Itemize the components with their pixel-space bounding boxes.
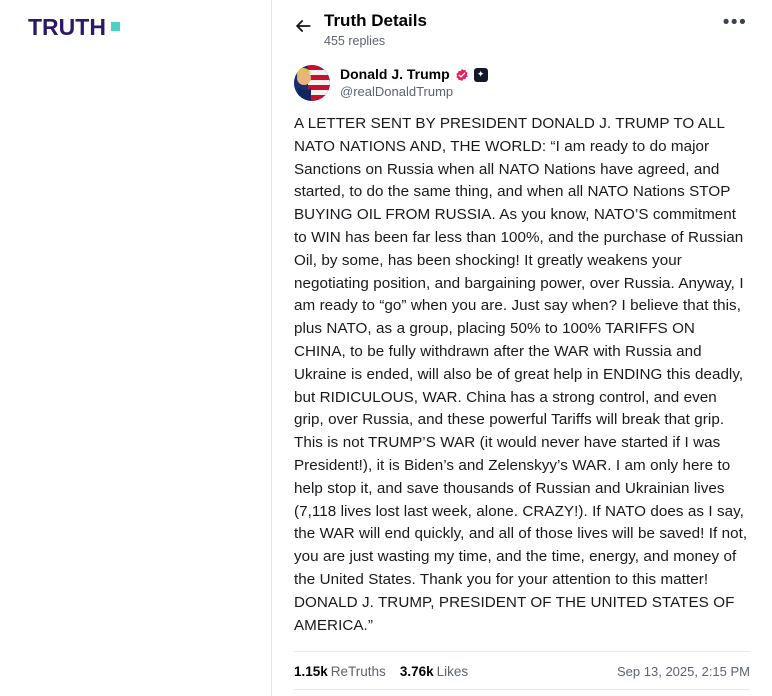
author-meta — [340, 65, 488, 100]
avatar-image — [294, 65, 330, 101]
retruths-count: 1.15k — [294, 664, 328, 680]
author-name-line — [340, 66, 488, 83]
author-name[interactable]: Donald J. Trump — [340, 66, 450, 82]
more-horizontal-icon: ••• — [722, 12, 748, 33]
more-options-button[interactable] — [722, 12, 748, 34]
sidebar — [0, 0, 272, 696]
truth-social-logo[interactable] — [28, 14, 271, 41]
brand-wordmark: TRUTH — [28, 14, 106, 40]
verified-badge-icon — [455, 68, 469, 82]
retruths-stat[interactable] — [294, 664, 386, 679]
post-action-bar — [294, 689, 750, 696]
author-handle[interactable]: @realDonaldTrump — [340, 84, 454, 99]
replies-count: 455 replies — [324, 34, 386, 48]
main-column — [272, 0, 772, 696]
truth-badge-glyph: ✦ — [476, 69, 485, 79]
likes-stat[interactable] — [400, 664, 468, 679]
avatar[interactable] — [294, 65, 330, 101]
truth-post — [272, 57, 772, 696]
header-text-group — [324, 10, 427, 49]
back-button[interactable] — [290, 13, 316, 39]
page-title: Truth Details — [324, 11, 427, 30]
truth-badge-icon — [474, 68, 488, 82]
arrow-left-icon — [293, 16, 313, 36]
brand-dot-icon — [111, 22, 120, 31]
detail-header — [272, 0, 772, 57]
likes-count: 3.76k — [399, 664, 434, 680]
post-stats-row — [294, 651, 750, 689]
likes-label: Likes — [436, 664, 469, 680]
post-author-row — [294, 57, 750, 107]
post-timestamp: Sep 13, 2025, 2:15 PM — [617, 664, 750, 680]
post-text: A LETTER SENT BY PRESIDENT DONALD J. TRUMP TO ALL NATO NATIONS AND, THE WORLD: “I am ready to do major Sanctions on Russia when all NATO Nations have agreed, and started, to do the same thing, and when all NATO Nations STOP BUYING OIL FROM RUSSIA. As you know, NATO’S commitment to WIN has been far less than 100%, and the purchase of Russian Oil, by some, has been shocking! It greatly weakens your negotiating position, and bargaining power, over Russia. Anyway, I am ready to “go” when you are. Just say when? I believe that this, plus NATO, as a group, placing 50% to 100% TARIFFS ON CHINA, to be fully withdrawn after the WAR with Russia and Ukraine is ended, will also be of great help in ENDING this deadly, but RIDICULOUS, WAR. China has a strong control, and even grip, over Russia, and these powerful Tariffs will break that grip. This is not TRUMP’S WAR (it would never have started if I was President!), it is Biden’s and Zelenskyy’s WAR. I am only here to help stop it, and save thousands of Russian and Ukrainian lives (7,118 lives lost last week, alone. CRAZY!). If NATO does as I say, the WAR will end quickly, and all of those lives will be saved! If not, you are just wasting my time, and the time, energy, and money of the United States. Thank you for your attention to this matter! DONALD J. TRUMP, PRESIDENT OF THE UNITED STATES OF AMERICA.” — [294, 115, 748, 634]
retruths-label: ReTruths — [330, 664, 386, 680]
